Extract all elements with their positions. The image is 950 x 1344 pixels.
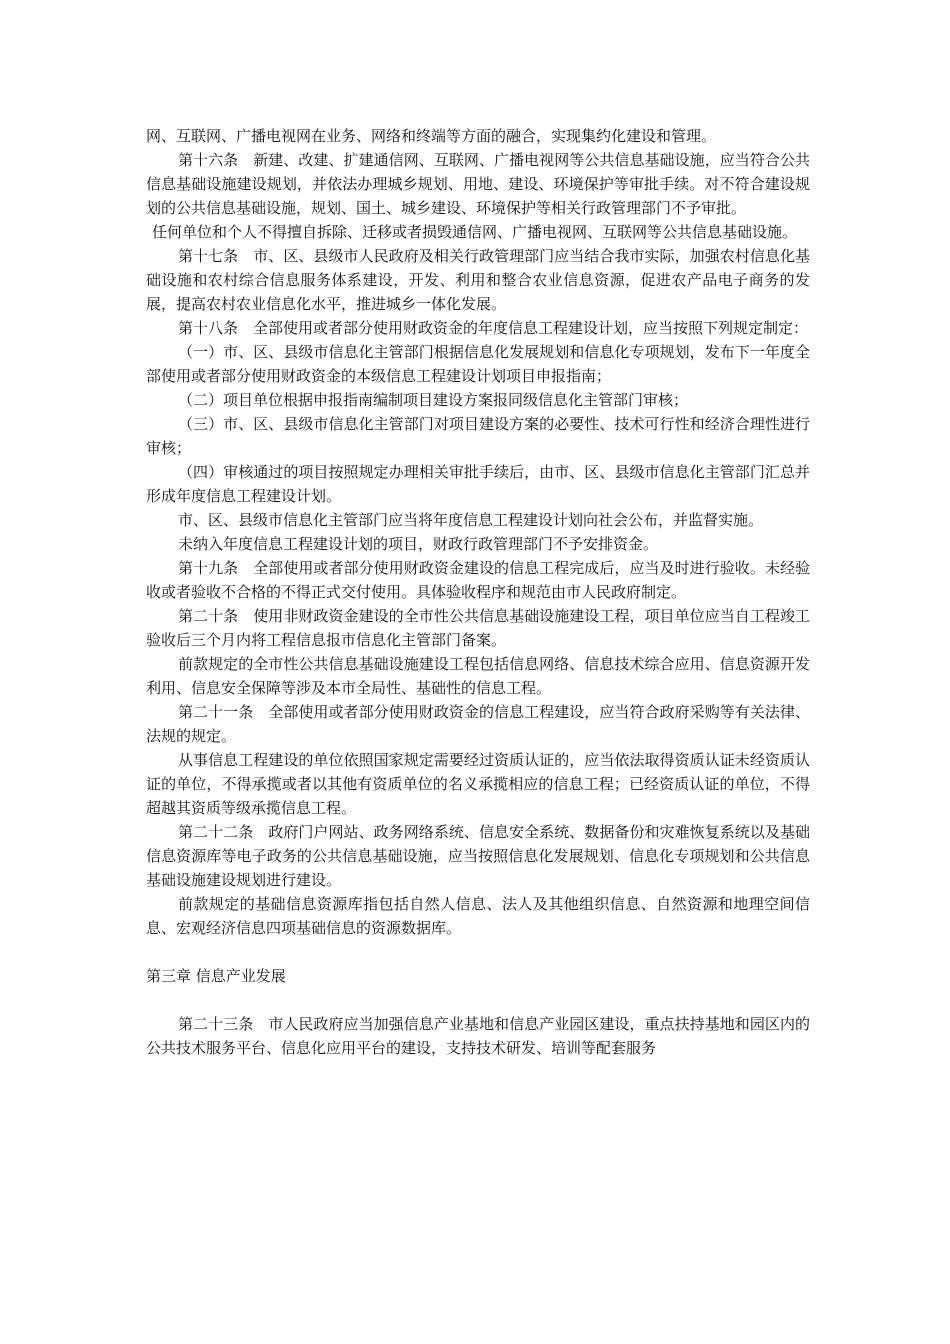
article-22-clause: 前款规定的基础信息资源库指包括自然人信息、法人及其他组织信息、自然资源和地理空间信息、宏观经济信息四项基础信息的资源数据库。: [146, 895, 810, 937]
article-16-clause: 任何单位和个人不得擅自拆除、迁移或者损毁通信网、广播电视网、互联网等公共信息基础设施。: [152, 223, 798, 241]
paragraph-continuation: 网、互联网、广播电视网在业务、网络和终端等方面的融合，实现集约化建设和管理。: [146, 127, 717, 145]
article-18-item-1: （一）市、区、县级市信息化主管部门根据信息化发展规划和信息化专项规划，发布下一年度全部使用或者部分使用财政资金的本级信息工程建设计划项目申报指南；: [146, 343, 810, 385]
chapter-heading: 第三章 信息产业发展: [146, 967, 286, 985]
article-22: 第二十二条 政府门户网站、政务网络系统、信息安全系统、数据备份和灾难恢复系统以及基础信息资源库等电子政务的公共信息基础设施，应当按照信息化发展规划、信息化专项规划和公共信息基础设施建设规划进行建设。: [146, 823, 810, 889]
article-18-item-4: （四）审核通过的项目按照规定办理相关审批手续后，由市、区、县级市信息化主管部门汇总并形成年度信息工程建设计划。: [146, 463, 810, 505]
article-21: 第二十一条 全部使用或者部分使用财政资金的信息工程建设，应当符合政府采购等有关法律、法规的规定。: [146, 703, 810, 745]
article-18-item-3: （三）市、区、县级市信息化主管部门对项目建设方案的必要性、技术可行性和经济合理性进行审核；: [146, 415, 810, 457]
article-20: 第二十条 使用非财政资金建设的全市性公共信息基础设施建设工程，项目单位应当自工程竣工验收后三个月内将工程信息报市信息化主管部门备案。: [146, 607, 810, 649]
article-23: 第二十三条 市人民政府应当加强信息产业基地和信息产业园区建设，重点扶持基地和园区内的公共技术服务平台、信息化应用平台的建设，支持技术研发、培训等配套服务: [146, 1015, 810, 1057]
article-18: 第十八条 全部使用或者部分使用财政资金的年度信息工程建设计划，应当按照下列规定制定：: [178, 319, 809, 337]
article-18-item-2: （二）项目单位根据申报指南编制项目建设方案报同级信息化主管部门审核；: [178, 391, 689, 409]
document-body: [146, 124, 810, 1060]
article-16: 第十六条 新建、改建、扩建通信网、互联网、广播电视网等公共信息基础设施，应当符合公共信息基础设施建设规划，并依法办理城乡规划、用地、建设、环境保护等审批手续。对不符合建设规划的公共信息基础设施，规划、国土、城乡建设、环境保护等相关行政管理部门不予审批。: [146, 151, 810, 217]
article-21-clause: 从事信息工程建设的单位依照国家规定需要经过资质认证的，应当依法取得资质认证未经资质认证的单位，不得承揽或者以其他有资质单位的名义承揽相应的信息工程；已经资质认证的单位，不得超越其资质等级承揽信息工程。: [146, 751, 810, 817]
article-18-publish: 市、区、县级市信息化主管部门应当将年度信息工程建设计划向社会公布，并监督实施。: [178, 511, 764, 529]
article-19: 第十九条 全部使用或者部分使用财政资金建设的信息工程完成后，应当及时进行验收。未经验收或者验收不合格的不得正式交付使用。具体验收程序和规范由市人民政府制定。: [146, 559, 810, 601]
article-18-funding: 未纳入年度信息工程建设计划的项目，财政行政管理部门不予安排资金。: [178, 535, 659, 553]
article-20-clause: 前款规定的全市性公共信息基础设施建设工程包括信息网络、信息技术综合应用、信息资源开发利用、信息安全保障等涉及本市全局性、基础性的信息工程。: [146, 655, 810, 697]
article-17: 第十七条 市、区、县级市人民政府及相关行政管理部门应当结合我市实际，加强农村信息化基础设施和农村综合信息服务体系建设，开发、利用和整合农业信息资源，促进农产品电子商务的发展，提高农村农业信息化水平，推进城乡一体化发展。: [146, 247, 810, 313]
